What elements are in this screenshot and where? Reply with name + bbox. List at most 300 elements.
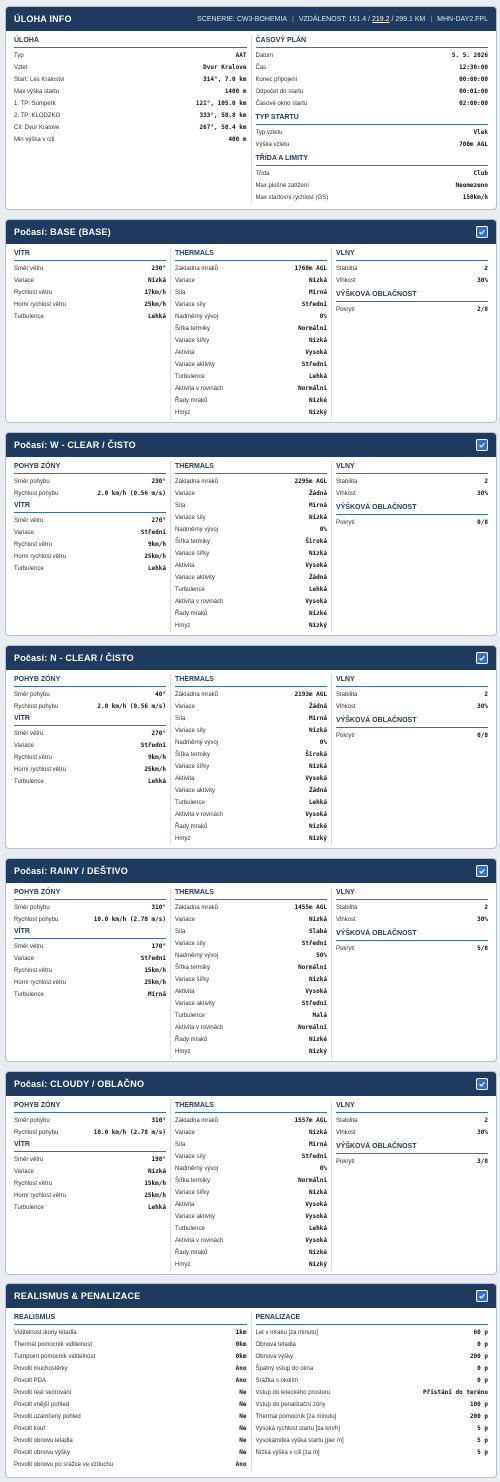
row-label: Aktivita v rovinách: [175, 599, 224, 605]
row-label: Variace aktivity: [175, 575, 215, 581]
task-info-title: ÚLOHA INFO: [14, 14, 72, 24]
row-value: Mírná: [308, 715, 327, 722]
row-value: Ne: [239, 1401, 247, 1408]
data-row: [256, 1411, 489, 1423]
row-label: Vstup do penalizační zóny: [255, 1402, 326, 1408]
row-label: Srážka s okolím: [255, 1378, 299, 1384]
data-row: [175, 608, 327, 620]
data-row: [175, 383, 327, 395]
row-label: Turbulence: [14, 1205, 44, 1211]
row-label: Stabilita: [336, 692, 358, 698]
data-row: [175, 689, 327, 701]
data-row: [175, 1175, 327, 1187]
row-value: Nízké: [308, 1249, 327, 1256]
row-label: Turbulence: [14, 779, 44, 785]
section-heading: VÝŠKOVÁ OBLAČNOST: [336, 289, 488, 302]
waves-column: [331, 461, 492, 632]
data-row: [14, 764, 166, 776]
section-heading: TYP STARTU: [256, 112, 489, 125]
data-row: [14, 1399, 247, 1411]
row-value: 5/8: [477, 945, 488, 952]
row-label: Vysokámítká výška startu [per m]: [255, 1438, 344, 1444]
data-row: [256, 1351, 489, 1363]
schedule-column: [251, 35, 493, 204]
row-value: Neomezeno: [455, 182, 488, 189]
row-value: Lehká: [308, 1225, 327, 1232]
row-value: Žádná: [308, 787, 327, 794]
realism-panel: [5, 1283, 497, 1478]
section-heading: THERMALS: [175, 1100, 327, 1113]
data-row: [14, 989, 166, 1001]
data-row: [175, 572, 327, 584]
row-value: Vysoká: [305, 775, 327, 782]
waves-column: [331, 674, 492, 845]
data-row: [336, 275, 488, 287]
data-row: [14, 563, 166, 575]
row-label: Max výška startu: [14, 89, 60, 95]
row-value: 40°: [155, 691, 166, 698]
row-label: Vysoká rychlost startu [za km/h]: [255, 1426, 340, 1432]
row-label: Síla: [175, 929, 186, 935]
row-value: Nízký: [308, 835, 327, 842]
row-value: 15km/h: [144, 967, 166, 974]
data-row: [256, 62, 489, 74]
data-row: [256, 1399, 489, 1411]
row-value: Nízké: [308, 1036, 327, 1043]
row-label: Třída: [255, 171, 270, 177]
weather-checkbox[interactable]: [476, 226, 488, 238]
data-row: [175, 938, 327, 950]
row-value: Střední: [301, 1153, 327, 1160]
row-value: 10.0 km/h (2.78 m/s): [93, 1129, 166, 1136]
row-label: Rychlost větru: [14, 542, 53, 548]
data-row: [14, 1447, 247, 1459]
data-row: [175, 335, 327, 347]
data-row: [256, 180, 489, 192]
row-value: 2: [484, 265, 488, 272]
row-value: 0 p: [477, 1341, 488, 1348]
row-label: Řady mraků: [175, 1250, 208, 1256]
row-value: Club: [473, 170, 488, 177]
row-label: Obnova letadla: [255, 1342, 296, 1348]
row-label: Variace: [175, 278, 195, 284]
check-icon: [478, 1292, 486, 1300]
data-row: [256, 86, 489, 98]
row-value: 314°, 7.0 km: [203, 76, 247, 83]
row-value: 310°: [151, 904, 166, 911]
row-value: 5. 5. 2026: [451, 52, 488, 59]
row-label: Základna mraků: [175, 1118, 219, 1124]
row-label: Aktivita: [175, 989, 195, 995]
section-heading: POHYB ZÓNY: [14, 887, 166, 900]
section-heading: POHYB ZÓNY: [14, 461, 166, 474]
waves-column: [331, 887, 492, 1058]
section-heading: VLNY: [336, 674, 488, 687]
row-value: Střední: [140, 955, 166, 962]
row-value: Mírná: [308, 502, 327, 509]
row-label: Povolit PDA: [14, 1378, 47, 1384]
wind-column: [10, 248, 170, 419]
row-value: 50%: [316, 952, 327, 959]
row-value: Ano: [235, 1365, 247, 1372]
row-value: Lehká: [147, 565, 166, 572]
row-value: Střední: [301, 940, 327, 947]
section-heading: VLNY: [336, 461, 488, 474]
row-value: Vysoká: [305, 349, 327, 356]
row-label: Typ: [14, 53, 24, 59]
row-label: Nízká výška v cíli [za m]: [255, 1450, 320, 1456]
data-row: [14, 728, 166, 740]
row-value: 121°, 105.0 km: [195, 100, 247, 107]
section-heading: VÍTR: [14, 500, 166, 513]
row-label: Konec připojení: [255, 77, 298, 83]
row-value: Mírná: [308, 289, 327, 296]
data-row: [175, 950, 327, 962]
data-row: [175, 821, 327, 833]
row-value: 25km/h: [144, 301, 166, 308]
row-value: Střední: [301, 1000, 327, 1007]
row-label: Variace: [14, 1169, 34, 1175]
data-row: [14, 701, 166, 713]
row-value: 00:01:00: [459, 88, 488, 95]
data-row: [14, 1375, 247, 1387]
check-icon: [478, 228, 486, 236]
row-label: Šířka termiky: [175, 752, 211, 758]
row-value: 00:00:00: [459, 76, 488, 83]
row-value: Vysoká: [305, 988, 327, 995]
row-value: 25km/h: [144, 553, 166, 560]
row-value: Lehká: [308, 373, 327, 380]
data-row: [14, 1190, 166, 1202]
row-label: Odpočet do startu: [255, 89, 304, 95]
row-label: Pokrytí: [336, 1159, 355, 1165]
row-value: Ne: [239, 1389, 247, 1396]
row-label: Aktivita: [175, 563, 195, 569]
row-value: Nízký: [308, 409, 327, 416]
data-row: [14, 1351, 247, 1363]
section-heading: VÝŠKOVÁ OBLAČNOST: [336, 928, 488, 941]
wind-column: [10, 674, 170, 845]
row-value: 0km: [235, 1353, 247, 1360]
row-value: 150km/h: [462, 194, 488, 201]
row-label: Max plošné zatížení: [255, 183, 309, 189]
row-value: Ano: [235, 1461, 247, 1468]
data-row: [175, 1163, 327, 1175]
row-value: 2.0 km/h (0.56 m/s): [97, 490, 166, 497]
row-label: Povolit uzamčený pohled: [14, 1414, 81, 1420]
row-value: Nízké: [308, 823, 327, 830]
row-label: Rychlost větru: [14, 755, 53, 761]
data-row: [175, 998, 327, 1010]
row-label: Typ vzletu: [255, 130, 283, 136]
coverage-row: [336, 730, 488, 742]
row-label: Turbulence: [175, 800, 205, 806]
data-row: [14, 1411, 247, 1423]
data-row: [175, 1127, 327, 1139]
wind-column: [10, 1100, 170, 1271]
row-value: AAT: [235, 52, 247, 59]
row-value: Lehká: [147, 778, 166, 785]
row-label: Turbulence: [175, 1013, 205, 1019]
data-row: [175, 524, 327, 536]
data-row: [175, 785, 327, 797]
data-row: [175, 914, 327, 926]
data-row: [256, 74, 489, 86]
weather-checkbox[interactable]: [476, 1078, 488, 1090]
row-label: Hmyz: [175, 836, 191, 842]
data-row: [14, 62, 247, 74]
data-row: [175, 1034, 327, 1046]
row-label: Aktivita: [175, 350, 195, 356]
row-value: 0 p: [477, 1377, 488, 1384]
row-label: Variace aktivity: [175, 362, 215, 368]
section-heading: VÝŠKOVÁ OBLAČNOST: [336, 1141, 488, 1154]
row-value: Malá: [312, 1012, 327, 1019]
weather-panel: [5, 1071, 497, 1275]
row-label: Variace síly: [175, 515, 206, 521]
data-row: [14, 527, 166, 539]
row-label: Aktivita v rovinách: [175, 386, 224, 392]
data-row: [175, 1223, 327, 1235]
row-label: Síla: [175, 290, 186, 296]
section-heading: VÝŠKOVÁ OBLAČNOST: [336, 715, 488, 728]
row-label: Pokrytí: [336, 520, 355, 526]
section-heading: ÚLOHA: [14, 35, 247, 48]
row-label: Variace šířky: [175, 551, 210, 557]
row-label: Vlhkost: [336, 278, 356, 284]
section-heading: THERMALS: [175, 887, 327, 900]
row-value: 2295m AGL: [294, 478, 327, 485]
section-heading: PENALIZACE: [256, 1312, 489, 1325]
task-summary: SCENERIE: CW3-BOHEMIA | VZDÁLENOST: 151.4 / 219.2 / 299.1 KM | MHN-DAY2.FPL: [197, 15, 488, 23]
row-value: 02:00:00: [459, 100, 488, 107]
data-row: [175, 359, 327, 371]
row-value: Střední: [301, 361, 327, 368]
data-row: [14, 539, 166, 551]
data-row: [256, 1423, 489, 1435]
section-heading: REALISMUS: [14, 1312, 247, 1325]
realism-checkbox[interactable]: [476, 1290, 488, 1302]
row-label: Variace: [175, 917, 195, 923]
row-label: Variace aktivity: [175, 1214, 215, 1220]
data-row: [256, 1435, 489, 1447]
row-label: Pokrytí: [336, 733, 355, 739]
data-row: [336, 914, 488, 926]
data-row: [14, 776, 166, 788]
data-row: [175, 323, 327, 335]
row-label: Horní rychlost větru: [14, 767, 67, 773]
data-row: [175, 548, 327, 560]
data-row: [175, 287, 327, 299]
row-label: Vlhkost: [336, 1130, 356, 1136]
row-label: Turbulence: [14, 992, 44, 998]
waves-column: [331, 1100, 492, 1271]
data-row: [175, 809, 327, 821]
row-label: Směr pohybu: [14, 479, 50, 485]
data-row: [175, 1139, 327, 1151]
task-info-panel: [5, 6, 497, 210]
row-label: Aktivita: [175, 776, 195, 782]
row-label: Thermal pomocník [za minutu]: [255, 1414, 337, 1420]
data-row: [175, 1259, 327, 1271]
section-heading: VÍTR: [14, 1139, 166, 1152]
data-row: [175, 407, 327, 419]
row-value: 267°, 58.4 km: [199, 124, 247, 131]
weather-header: [6, 646, 496, 670]
row-value: 0%: [319, 526, 327, 533]
weather-checkbox[interactable]: [476, 439, 488, 451]
row-value: 1557m AGL: [294, 1117, 327, 1124]
data-row: [336, 1127, 488, 1139]
row-label: Min výška v cíli: [14, 137, 55, 143]
weather-title: Počasí: RAINY / DEŠTIVO: [14, 866, 128, 876]
row-label: Horní rychlost větru: [14, 1193, 67, 1199]
row-label: Turbulence: [175, 1226, 205, 1232]
check-icon: [478, 441, 486, 449]
row-label: Povolit real skórování: [14, 1390, 72, 1396]
data-row: [175, 299, 327, 311]
row-value: 0km: [235, 1341, 247, 1348]
row-value: Nízký: [308, 1261, 327, 1268]
row-value: 2: [484, 904, 488, 911]
row-value: 30%: [477, 1129, 488, 1136]
thermals-column: [170, 887, 331, 1058]
row-label: Stabilita: [336, 905, 358, 911]
data-row: [175, 512, 327, 524]
row-label: Variace aktivity: [175, 1001, 215, 1007]
row-value: Široká: [305, 751, 327, 758]
row-value: 230°: [151, 478, 166, 485]
data-row: [256, 1339, 489, 1351]
row-list: [256, 50, 489, 110]
row-label: Vlhkost: [336, 491, 356, 497]
row-value: 0/8: [477, 732, 488, 739]
row-value: 5 p: [477, 1425, 488, 1432]
data-row: [336, 476, 488, 488]
row-label: Povolit obnovu výšky: [14, 1450, 71, 1456]
row-label: 2. TP: KLODZKO: [14, 113, 61, 119]
row-label: Horní rychlost větru: [14, 554, 67, 560]
row-label: Hmyz: [175, 1049, 191, 1055]
row-value: Ne: [239, 1413, 247, 1420]
row-value: Střední: [301, 301, 327, 308]
data-row: [14, 74, 247, 86]
penalty-column: [251, 1312, 493, 1471]
row-label: Povolit vnější pohled: [14, 1402, 70, 1408]
row-value: Vysoká: [305, 1201, 327, 1208]
row-label: Nadměrný vývoj: [175, 953, 219, 959]
row-value: Nízká: [308, 763, 327, 770]
data-row: [14, 740, 166, 752]
row-value: Lehká: [147, 1204, 166, 1211]
weather-checkbox[interactable]: [476, 865, 488, 877]
row-label: Čas: [255, 65, 267, 71]
row-label: Základna mraků: [175, 266, 219, 272]
weather-title: Počasí: CLOUDY / OBLAČNO: [14, 1079, 145, 1089]
row-label: Variace šířky: [175, 764, 210, 770]
section-heading: VÍTR: [14, 713, 166, 726]
data-row: [256, 127, 489, 139]
row-value: Nízká: [308, 1189, 327, 1196]
row-label: Špatný vstup do okna: [255, 1366, 314, 1372]
data-row: [336, 1115, 488, 1127]
row-value: 10.0 km/h (2.78 m/s): [93, 916, 166, 923]
row-label: Stabilita: [336, 479, 358, 485]
data-row: [175, 476, 327, 488]
row-list: [256, 168, 489, 204]
data-row: [175, 902, 327, 914]
data-row: [175, 1247, 327, 1259]
row-label: Povolit obnovu po srážce ve vzduchu: [14, 1462, 114, 1468]
row-label: Šířka termiky: [175, 965, 211, 971]
row-label: Cíl: Dvur Kralove: [14, 125, 60, 131]
row-label: Povolit obnovu letadla: [14, 1438, 73, 1444]
row-value: Ne: [239, 1437, 247, 1444]
data-row: [175, 1151, 327, 1163]
row-value: 0%: [319, 739, 327, 746]
data-row: [175, 1199, 327, 1211]
data-row: [175, 263, 327, 275]
row-value: Střední: [140, 529, 166, 536]
row-value: Nízká: [147, 1168, 166, 1175]
row-value: 15km/h: [144, 1180, 166, 1187]
data-row: [175, 1022, 327, 1034]
row-value: 1400 m: [224, 88, 247, 95]
row-value: 30%: [477, 277, 488, 284]
data-row: [175, 1046, 327, 1058]
check-icon: [478, 1080, 486, 1088]
row-value: 30%: [477, 490, 488, 497]
row-value: Nízký: [308, 622, 327, 629]
row-label: Variace síly: [175, 302, 206, 308]
section-heading: POHYB ZÓNY: [14, 674, 166, 687]
row-value: 310°: [151, 1117, 166, 1124]
row-list: [256, 127, 489, 151]
row-value: Přistání do terénu: [422, 1389, 488, 1396]
weather-header: [6, 859, 496, 883]
data-row: [336, 689, 488, 701]
row-value: 270°: [151, 517, 166, 524]
row-value: 17km/h: [144, 289, 166, 296]
row-label: Max startovní rychlost (GS): [255, 195, 329, 201]
row-label: Aktivita v rovinách: [175, 1238, 224, 1244]
row-label: Viditelnost ikony letadla: [14, 1330, 77, 1336]
row-list: [256, 1327, 489, 1459]
data-row: [14, 1154, 166, 1166]
row-value: 12:30:00: [459, 64, 488, 71]
data-row: [175, 1235, 327, 1247]
row-value: 1455m AGL: [294, 904, 327, 911]
row-value: Ne: [239, 1449, 247, 1456]
data-row: [14, 488, 166, 500]
data-row: [14, 1127, 166, 1139]
data-row: [14, 110, 247, 122]
row-value: Nízká: [308, 277, 327, 284]
scenery-label: SCENERIE: CW3-BOHEMIA: [197, 15, 288, 23]
weather-checkbox[interactable]: [476, 652, 488, 664]
row-label: Vlhkost: [336, 917, 356, 923]
row-label: Nadměrný vývoj: [175, 314, 219, 320]
row-label: Aktivita v rovinách: [175, 812, 224, 818]
data-row: [175, 500, 327, 512]
data-row: [14, 134, 247, 146]
section-heading: VÝŠKOVÁ OBLAČNOST: [336, 502, 488, 515]
row-label: Variace: [14, 530, 34, 536]
data-row: [175, 488, 327, 500]
data-row: [14, 86, 247, 98]
row-value: 2: [484, 691, 488, 698]
data-row: [175, 620, 327, 632]
